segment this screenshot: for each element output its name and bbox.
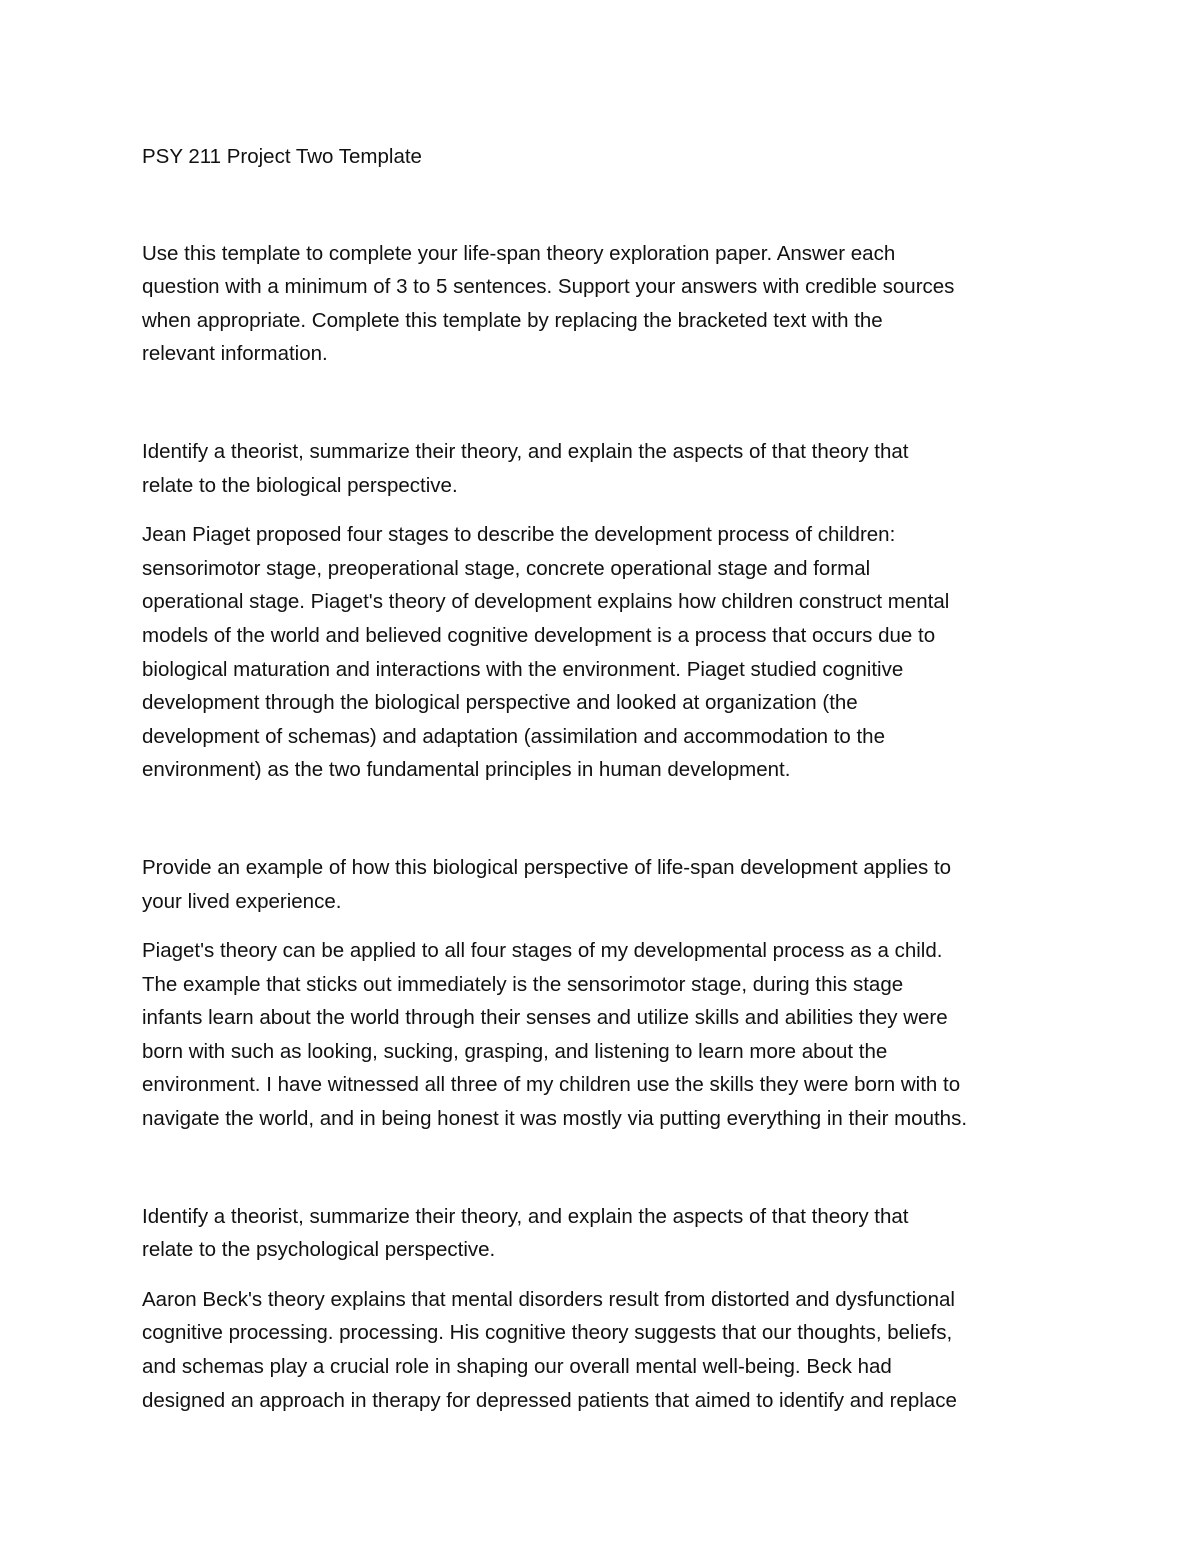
answer-line: biological maturation and interactions with the environment. Piaget studied cognitive bbox=[142, 657, 904, 681]
intro-paragraph bbox=[142, 237, 1062, 371]
answer-line: sensorimotor stage, preoperational stage, concrete operational stage and formal bbox=[142, 556, 871, 580]
question-line: Identify a theorist, summarize their theory, and explain the aspects of that theory that bbox=[142, 1204, 909, 1228]
answer-lived-experience bbox=[142, 934, 1062, 1136]
answer-biological-theory bbox=[142, 518, 1062, 787]
answer-line: models of the world and believed cognitive development is a process that occurs due to bbox=[142, 623, 936, 647]
document-page bbox=[142, 140, 1062, 1417]
answer-line: designed an approach in therapy for depressed patients that aimed to identify and replace bbox=[142, 1388, 957, 1412]
answer-line: environment) as the two fundamental principles in human development. bbox=[142, 758, 791, 782]
question-lived-experience bbox=[142, 851, 1062, 918]
question-psychological-theory bbox=[142, 1200, 1062, 1267]
answer-line: navigate the world, and in being honest it was mostly via putting everything in their mouths. bbox=[142, 1107, 968, 1131]
question-line: relate to the biological perspective. bbox=[142, 473, 458, 497]
answer-line: development through the biological perspective and looked at organization (the bbox=[142, 691, 858, 715]
answer-line: cognitive processing. processing. His cognitive theory suggests that our thoughts, beliefs, bbox=[142, 1321, 953, 1345]
document-title: PSY 211 Project Two Template bbox=[142, 145, 422, 168]
answer-line: environment. I have witnessed all three of my children use the skills they were born with to bbox=[142, 1073, 961, 1097]
answer-line: Jean Piaget proposed four stages to describe the development process of children: bbox=[142, 523, 896, 547]
answer-line: born with such as looking, sucking, grasping, and listening to learn more about the bbox=[142, 1039, 888, 1063]
question-biological-theory bbox=[142, 435, 1062, 502]
intro-line: relevant information. bbox=[142, 342, 328, 366]
answer-psychological-theory bbox=[142, 1283, 1062, 1417]
answer-line: Piaget's theory can be applied to all four stages of my developmental process as a child. bbox=[142, 939, 943, 963]
intro-line: Use this template to complete your life-span theory exploration paper. Answer each bbox=[142, 241, 896, 265]
question-line: Identify a theorist, summarize their theory, and explain the aspects of that theory that bbox=[142, 439, 909, 463]
answer-line: development of schemas) and adaptation (assimilation and accommodation to the bbox=[142, 724, 885, 748]
answer-line: infants learn about the world through their senses and utilize skills and abilities they were bbox=[142, 1006, 948, 1030]
intro-line: question with a minimum of 3 to 5 sentences. Support your answers with credible sources bbox=[142, 275, 955, 299]
answer-line: Aaron Beck's theory explains that mental disorders result from distorted and dysfunctional bbox=[142, 1287, 955, 1311]
answer-line: and schemas play a crucial role in shaping our overall mental well-being. Beck had bbox=[142, 1355, 892, 1379]
intro-line: when appropriate. Complete this template by replacing the bracketed text with the bbox=[142, 308, 883, 332]
question-line: Provide an example of how this biological perspective of life-span development applies to bbox=[142, 855, 952, 879]
answer-line: operational stage. Piaget's theory of development explains how children construct mental bbox=[142, 590, 950, 614]
question-line: relate to the psychological perspective. bbox=[142, 1238, 496, 1262]
answer-line: The example that sticks out immediately is the sensorimotor stage, during this stage bbox=[142, 972, 904, 996]
question-line: your lived experience. bbox=[142, 889, 342, 913]
